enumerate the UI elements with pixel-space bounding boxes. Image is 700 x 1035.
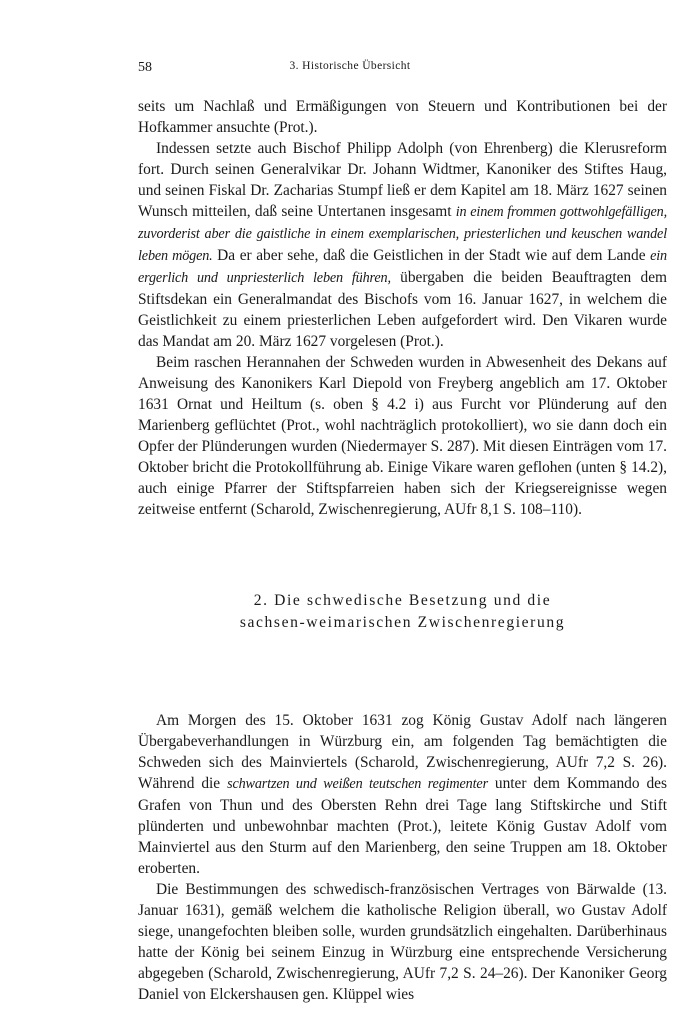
text-run: unter dem Kommando des Grafen von Thun und des Obersten Rehn drei Tage lang Stiftskirche und Stift plünderten und unbewohnbar machten (Prot.), leitete König Gustav Adolf vom Mainviertel aus den Sturm auf den Marienberg, den seine Truppen am 18. Oktober eroberten.: [138, 775, 667, 877]
section-heading-line-2: sachsen-weimarischen Zwischenregierung: [239, 614, 566, 631]
text-run: übergaben die beiden Beauftragten dem Stiftsdekan ein Generalmandat des Bischofs vom 16. Januar 1627, in welchem die Geistlichkeit zu einem priesterlichen Leben aufgefordert wird. Den Vikaren wurde das Mandat am 20. März 1627 vorgelesen (Prot.).: [138, 269, 668, 350]
running-head: 3. Historische Übersicht: [289, 60, 411, 72]
text-run: Am Morgen des 15. Oktober 1631 zog König Gustav Adolf nach längeren Übergabeverhandlungen in Würzburg ein, am folgenden Tag bemächtigten die Schweden sich des Mainviertels (Scharold, Zwischenregierung, AUfr 7,2 S. 26). Während die: [138, 712, 667, 792]
section-heading: [138, 590, 667, 634]
text-run: Indessen setzte auch Bischof Philipp Adolph (von Ehrenberg) die Klerusreform fort. Durch seinen Generalvikar Dr. Johann Widtmer, Kanoniker des Stiftes Haug, und seinen Fiskal Dr. Zacharias Stumpf ließ er dem Kapitel am 18. März 1627 seinen Wunsch mitteilen, daß seine Untertanen insgesamt: [138, 140, 667, 220]
paragraph-baerwalde: Die Bestimmungen des schwedisch-französischen Vertrages von Bärwalde (13. Januar 1631), gemäß welchem die katholische Religion überall, wo Gustav Adolf siege, unangefochten bleiben solle, wurden grundsätzlich eingehalten. Darüberhinaus hatte der König bei seinem Einzug in Würzburg eine entsprechende Versicherung abgegeben (Scharold, Zwischenregierung, AUfr 7,2 S. 24–26). Der Kanoniker Georg Daniel von Elckershausen gen. Klüppel wies: [138, 881, 667, 1003]
paragraph-klerusreform: [138, 138, 667, 352]
paragraph-einzug: [138, 710, 667, 879]
page-number: 58: [138, 60, 152, 75]
quotation-italic: in einem frommen gottwohlgefälligen, zuvorderist aber die gaistliche in einem exemplarischen, priesterlichen und keuschen wandel leben mögen.: [138, 204, 667, 264]
text-block-top: [138, 96, 667, 520]
quotation-italic: schwartzen und weißen teutschen regimenter: [227, 776, 488, 792]
paragraph-continuation: seits um Nachlaß und Ermäßigungen von Steuern und Kontributionen bei der Hofkammer ansuchte (Prot.).: [138, 98, 667, 136]
text-block-bottom: [138, 710, 667, 1005]
paragraph-schweden-herannahen: Beim raschen Herannahen der Schweden wurden in Abwesenheit des Dekans auf Anweisung des Kanonikers Karl Diepold von Freyberg angeblich am 17. Oktober 1631 Ornat und Heiltum (s. oben § 4.2 i) aus Furcht vor Plünderung auf den Marienberg geflüchtet (Prot., wohl nachträglich protokolliert), wo sie dann doch ein Opfer der Plünderungen wurden (Niedermayer S. 287). Mit diesen Einträgen vom 17. Oktober bricht die Protokollführung ab. Einige Vikare waren geflohen (unten § 14.2), auch einige Pfarrer der Stiftspfarreien haben sich der Kriegsereignisse wegen zeitweise entfernt (Scharold, Zwischenregierung, AUfr 8,1 S. 108–110).: [138, 354, 667, 518]
quotation-italic: ein ergerlich und unpriesterlich leben führen,: [138, 248, 667, 286]
section-heading-line-1: 2. Die schwedische Besetzung und die: [253, 592, 552, 609]
text-run: Da er aber sehe, daß die Geistlichen in der Stadt wie auf dem Lande: [212, 247, 651, 264]
